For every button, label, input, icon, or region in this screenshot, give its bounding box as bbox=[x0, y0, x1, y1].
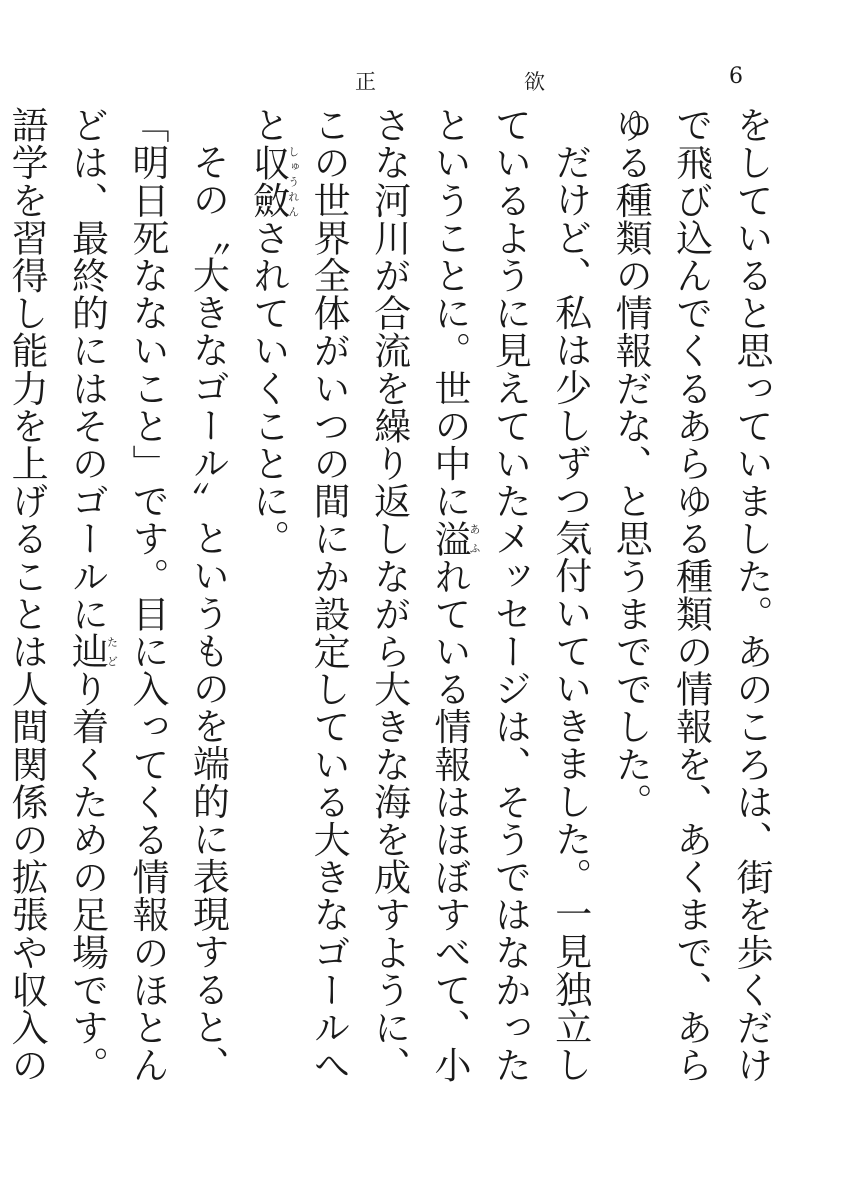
paragraph-1: をしていると思っていました。あのころは、街を歩くだけで飛び込んでくるあらゆる種類の情報を、あくまで、あらゆる種類の情報だな、と思うまででした。 bbox=[609, 106, 773, 1084]
paragraph-2-text-b: れている情報はほぼすべて、小さな河川が合流を繰り返しながら大きな海を成すように、この世界全体がいつの間にか設定している大きなゴールへと bbox=[246, 106, 471, 1084]
page-number: 6 bbox=[729, 64, 743, 89]
running-title-char-2: 欲 bbox=[524, 70, 545, 94]
ruby-shuuren: 収斂しゅうれん bbox=[246, 143, 300, 219]
paragraph-2-text-a: だけど、私は少しずつ気付いていきました。一見独立しているように見えていたメッセージは、そうではなかったということに。世の中に bbox=[427, 106, 592, 1084]
running-title-char-1: 正 bbox=[355, 70, 376, 94]
paragraph-3 bbox=[0, 106, 237, 1116]
body-text bbox=[5, 106, 781, 1116]
paragraph-3-text-a: その〝大きなゴール〟というものを端的に表現すると、「明日死なないこと」です。目に入ってくる情報のほとんどは、最終的にはそのゴールに bbox=[65, 106, 230, 1084]
paragraph-2-text-c: されていくことに。 bbox=[246, 218, 290, 558]
ruby-tado: 辿たど bbox=[65, 632, 119, 671]
ruby-afu: 溢あふ bbox=[427, 519, 481, 558]
paragraph-2 bbox=[237, 106, 599, 1116]
running-title bbox=[355, 66, 545, 96]
paragraph-3-text-b: り着くための足場です。語学を習得し能力を上げることは人間関係の拡張や収入の bbox=[5, 106, 109, 1084]
